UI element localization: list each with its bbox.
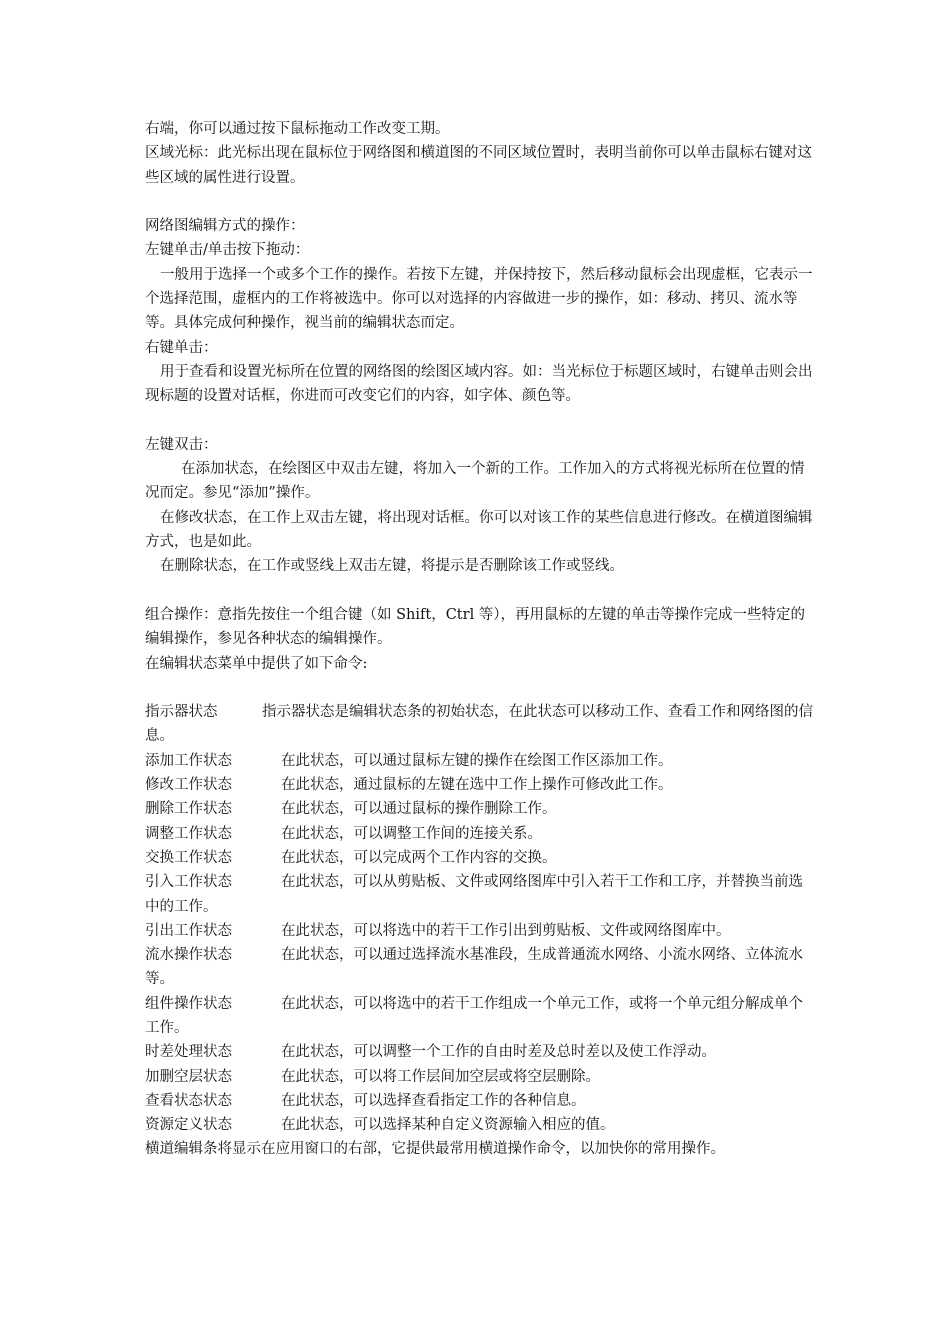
command-item	[145, 700, 813, 749]
paragraph: 组合操作：意指先按住一个组合键（如 Shift，Ctrl 等），再用鼠标的左键的单击等操作完成一些特定的编辑操作，参见各种状态的编辑操作。	[145, 606, 806, 648]
command-desc: 在此状态，可以将选中的若干工作引出到剪贴板、文件或网络图库中。	[281, 922, 731, 939]
command-name: 交换工作状态	[145, 849, 232, 866]
command-name: 调整工作状态	[145, 825, 232, 842]
command-name: 加删空层状态	[145, 1068, 232, 1085]
subheading: 左键双击：	[145, 436, 218, 453]
paragraph: 在添加状态，在绘图区中双击左键，将加入一个新的工作。工作加入的方式将视光标所在位置的情况而定。参见“添加”操作。	[145, 461, 805, 502]
document-body	[145, 117, 813, 1162]
command-name: 组件操作状态	[145, 995, 232, 1012]
command-desc: 在此状态，可以完成两个工作内容的交换。	[281, 849, 557, 866]
command-item	[145, 1089, 813, 1113]
command-desc: 指示器状态是编辑状态条的初始状态，在此状态可以移动工作、查看工作和网络图的信息。	[145, 704, 813, 745]
command-item	[145, 797, 813, 821]
command-desc: 在此状态，可以通过鼠标左键的操作在绘图工作区添加工作。	[281, 752, 673, 769]
command-item	[145, 1040, 813, 1064]
command-name: 指示器状态	[145, 704, 218, 721]
command-name: 删除工作状态	[145, 801, 232, 818]
command-desc: 在此状态，可以将工作层间加空层或将空层删除。	[281, 1068, 600, 1085]
command-name: 资源定义状态	[145, 1117, 232, 1134]
command-desc: 在此状态，可以通过鼠标的操作删除工作。	[281, 801, 557, 818]
section-heading: 网络图编辑方式的操作：	[145, 218, 305, 235]
command-desc: 在此状态，通过鼠标的左键在选中工作上操作可修改此工作。	[281, 777, 673, 794]
command-item	[145, 870, 813, 919]
command-name: 引入工作状态	[145, 874, 232, 891]
command-desc: 在此状态，可以调整工作间的连接关系。	[281, 825, 542, 842]
command-item	[145, 943, 813, 992]
subheading: 右键单击：	[145, 339, 218, 356]
command-item	[145, 773, 813, 797]
command-name: 时差处理状态	[145, 1044, 232, 1061]
command-list	[145, 700, 813, 1137]
command-desc: 在此状态，可以选择某种自定义资源输入相应的值。	[281, 1117, 615, 1134]
command-item	[145, 919, 813, 943]
paragraph: 在编辑状态菜单中提供了如下命令:	[145, 655, 368, 672]
paragraph: 右端，你可以通过按下鼠标拖动工作改变工期。	[145, 121, 450, 137]
paragraph: 横道编辑条将显示在应用窗口的右部，它提供最常用横道操作命令，以加快你的常用操作。	[145, 1141, 725, 1158]
command-item	[145, 822, 813, 846]
command-item	[145, 1065, 813, 1089]
command-name: 查看状态状态	[145, 1092, 232, 1109]
paragraph: 用于查看和设置光标所在位置的网络图的绘图区域内容。如：当光标位于标题区域时，右键单击则会出现标题的设置对话框，你进而可改变它们的内容，如字体、颜色等。	[145, 363, 813, 405]
paragraph: 在删除状态，在工作或竖线上双击左键，将提示是否删除该工作或竖线。	[160, 558, 624, 575]
command-desc: 在此状态，可以调整一个工作的自由时差及总时差以及使工作浮动。	[281, 1044, 716, 1061]
paragraph: 在修改状态，在工作上双击左键，将出现对话框。你可以对该工作的某些信息进行修改。在横道图编辑方式，也是如此。	[145, 509, 813, 551]
command-desc: 在此状态，可以将选中的若干工作组成一个单元工作，或将一个单元组分解成单个工作。	[145, 995, 803, 1036]
command-name: 引出工作状态	[145, 922, 232, 939]
command-item	[145, 749, 813, 773]
command-desc: 在此状态，可以选择查看指定工作的各种信息。	[281, 1092, 586, 1109]
command-name: 修改工作状态	[145, 777, 232, 794]
command-name: 添加工作状态	[145, 752, 232, 769]
command-name: 流水操作状态	[145, 947, 232, 964]
paragraph: 区域光标：此光标出现在鼠标位于网络图和横道图的不同区域位置时，表明当前你可以单击鼠标右键对这些区域的属性进行设置。	[145, 145, 812, 186]
command-item	[145, 992, 813, 1041]
command-item	[145, 846, 813, 870]
paragraph: 一般用于选择一个或多个工作的操作。若按下左键，并保持按下，然后移动鼠标会出现虚框，它表示一个选择范围，虚框内的工作将被选中。你可以对选择的内容做进一步的操作，如：移动、拷贝、流水等等。具体完成何种操作，视当前的编辑状态而定。	[145, 266, 813, 332]
subheading: 左键单击/单击按下拖动：	[145, 242, 310, 259]
command-desc: 在此状态，可以通过选择流水基准段，生成普通流水网络、小流水网络、立体流水等。	[145, 947, 803, 988]
command-desc: 在此状态，可以从剪贴板、文件或网络图库中引入若干工作和工序，并替换当前选中的工作。	[145, 874, 803, 915]
command-item	[145, 1113, 813, 1137]
